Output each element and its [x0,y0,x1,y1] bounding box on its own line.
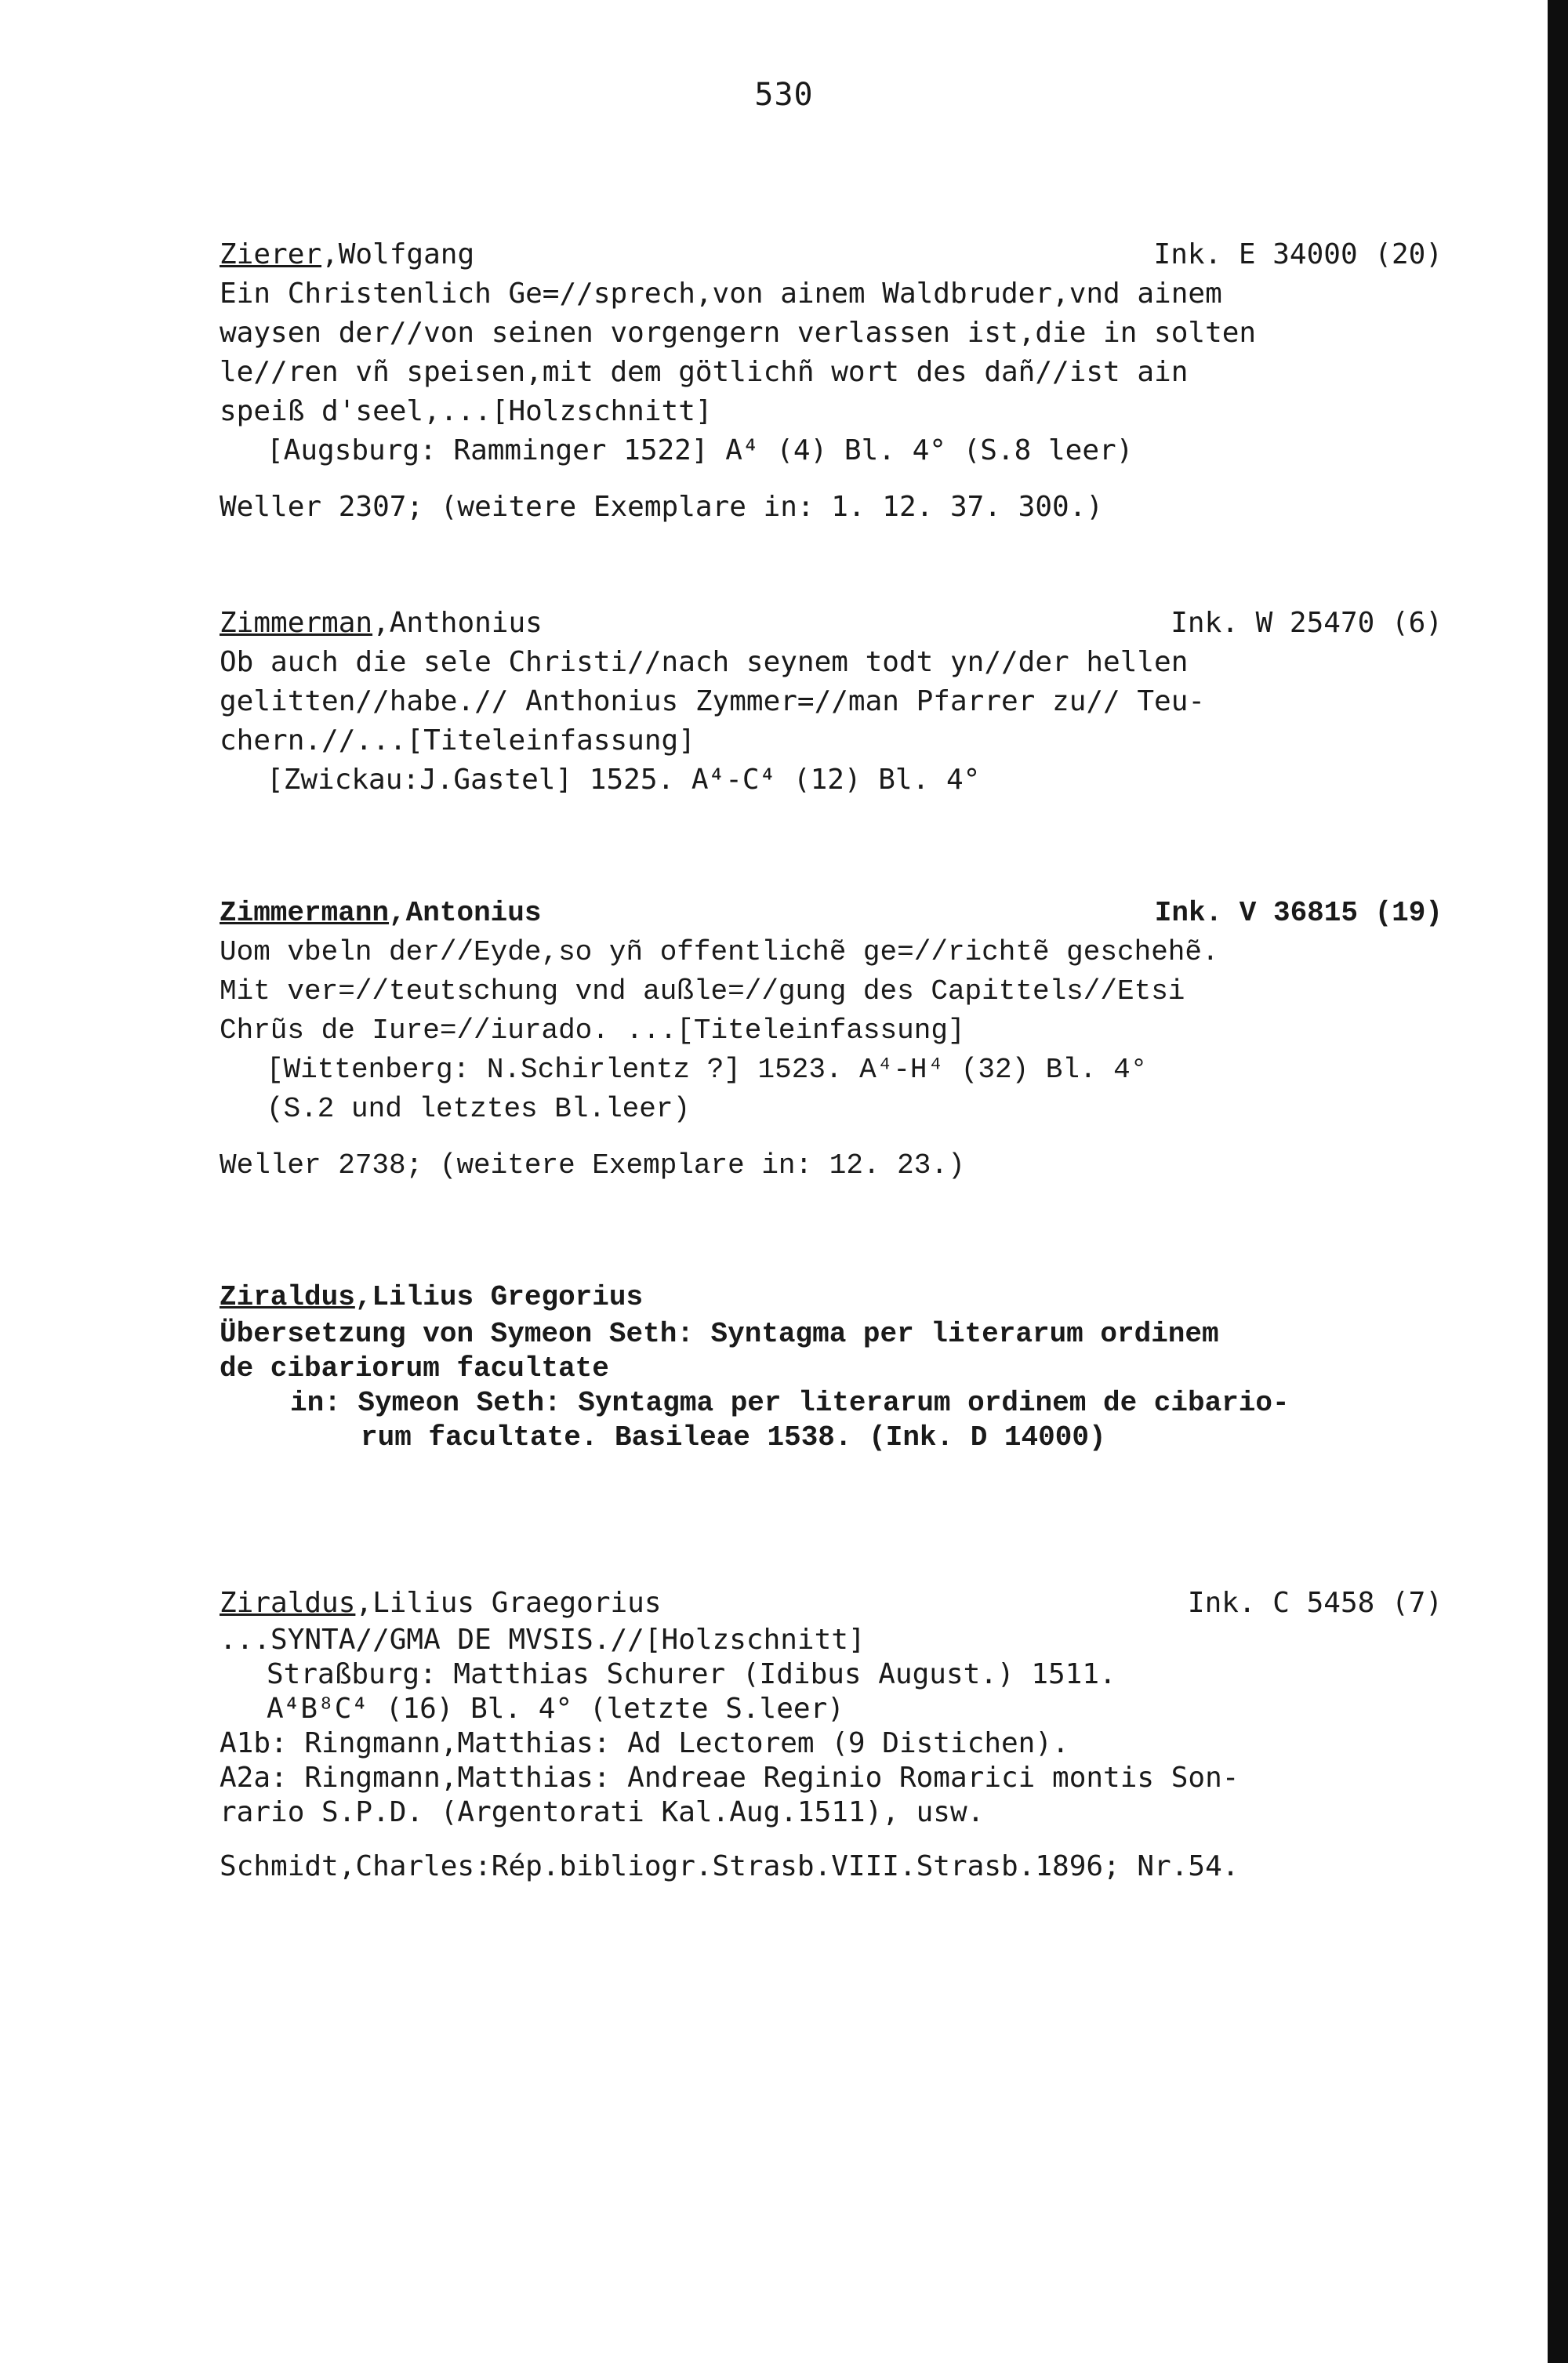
author-forename: ,Lilius Gregorius [354,1281,644,1313]
entry-heading [220,1278,1443,1317]
scan-edge [1548,0,1568,2363]
title-line: speiß d'seel,...[Holzschnitt] [220,395,713,427]
title-line: le//ren vñ speisen,mit dem götlichñ wort des dañ//ist ain [220,356,1189,388]
content-note: A1b: Ringmann,Matthias: Ad Lectorem (9 Distichen). [220,1727,1069,1759]
shelfmark: Ink. E 34000 (20) [1153,238,1443,270]
host-item: in: Symeon Seth: Syntagma per literarum ordinem de cibario- [290,1387,1290,1419]
entry-zimmermann [220,894,1443,1185]
entry-heading [220,894,1443,933]
shelfmark: Ink. V 36815 (19) [1154,897,1443,929]
host-item: rum facultate. Basileae 1538. (Ink. D 14000) [361,1421,1106,1454]
imprint: [Zwickau:J.Gastel] 1525. A⁴-C⁴ (12) Bl. 4° [267,764,981,796]
author-forename: ,Wolfgang [321,238,475,270]
page-number: 530 [754,77,814,113]
title-line: Ein Christenlich Ge=//sprech,von ainem Waldbruder,vnd ainem [220,278,1222,310]
author-forename: ,Anthonius [372,607,543,639]
imprint-collation: A⁴B⁸C⁴ (16) Bl. 4° (letzte S.leer) [267,1693,844,1725]
author-forename: ,Lilius Graegorius [355,1587,662,1619]
reference-note: Weller 2307; (weitere Exemplare in: 1. 12. 37. 300.) [220,491,1104,523]
title-line: Mit ver=//teutschung vnd außle=//gung des Capittels//Etsi [220,975,1185,1007]
shelfmark: Ink. C 5458 (7) [1187,1587,1443,1619]
title-line: Uom vbeln der//Eyde,so yñ offentlichẽ ge=//richtẽ geschehẽ. [220,936,1219,968]
title-line: waysen der//von seinen vorgengern verlassen ist,die in solten [220,317,1257,349]
author-forename: ,Antonius [389,897,542,929]
title-line: de cibariorum facultate [220,1352,609,1385]
entry-zimmerman [220,604,1443,800]
imprint: [Augsburg: Ramminger 1522] A⁴ (4) Bl. 4° (S.8 leer) [267,434,1134,466]
entry-ziraldus-gregorius [220,1278,1443,1455]
reference-note: Schmidt,Charles:Rép.bibliogr.Strasb.VIII.Strasb.1896; Nr.54. [220,1850,1240,1882]
entry-zierer [220,235,1443,527]
title-line: gelitten//habe.// Anthonius Zymmer=//man Pfarrer zu// Teu- [220,685,1206,717]
author-surname: Zimmerman [220,607,373,639]
reference-note: Weller 2738; (weitere Exemplare in: 12. 23.) [220,1149,965,1182]
entry-heading [220,235,1443,274]
entry-ziraldus-graegorius [220,1584,1443,1886]
title-line: Ob auch die sele Christi//nach seynem todt yn//der hellen [220,646,1189,678]
imprint: Straßburg: Matthias Schurer (Idibus August.) 1511. [267,1658,1116,1690]
author-surname: Zierer [220,238,322,270]
entry-heading [220,1584,1443,1623]
entry-heading [220,604,1443,643]
author-surname: Ziraldus [220,1587,356,1619]
title-line: Chrũs de Iure=//iurado. ...[Titeleinfassung] [220,1015,965,1047]
imprint: [Wittenberg: N.Schirlentz ?] 1523. A⁴-H⁴ (32) Bl. 4° [267,1054,1148,1086]
title-line: ...SYNTA//GMA DE MVSIS.//[Holzschnitt] [220,1624,866,1656]
content-note: A2a: Ringmann,Matthias: Andreae Reginio Romarici montis Son- [220,1762,1240,1794]
author-surname: Ziraldus [220,1281,355,1313]
shelfmark: Ink. W 25470 (6) [1171,607,1443,639]
author-surname: Zimmermann [220,897,390,929]
imprint-note: (S.2 und letztes Bl.leer) [267,1093,691,1125]
title-line: chern.//...[Titeleinfassung] [220,724,695,757]
content-note: rario S.P.D. (Argentorati Kal.Aug.1511), usw. [220,1796,985,1828]
title-line: Übersetzung von Symeon Seth: Syntagma per literarum ordinem [220,1318,1219,1350]
